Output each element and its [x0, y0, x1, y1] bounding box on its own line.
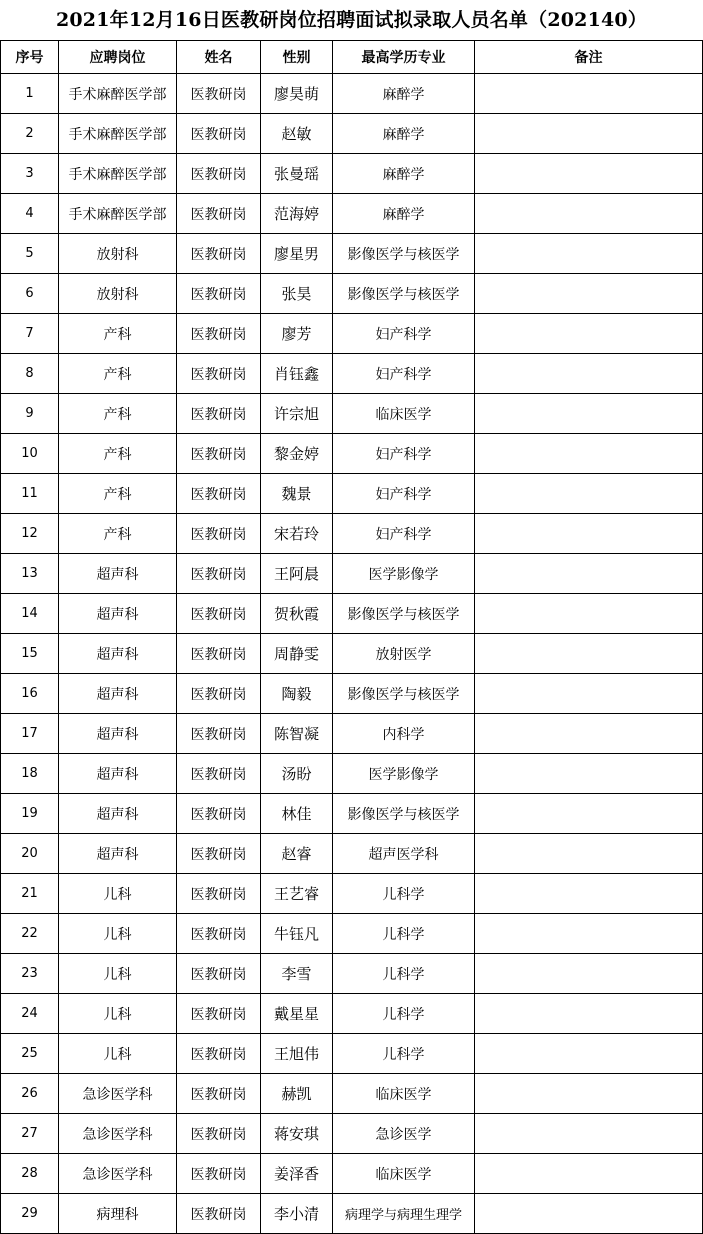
cell-department: 产科 — [59, 474, 177, 514]
cell-post: 医教研岗 — [177, 714, 261, 754]
cell-name: 赫凯 — [261, 1074, 333, 1114]
cell-department: 超声科 — [59, 794, 177, 834]
cell-post: 医教研岗 — [177, 874, 261, 914]
cell-post: 医教研岗 — [177, 1074, 261, 1114]
table-row — [1, 1114, 703, 1154]
cell-remark — [475, 994, 703, 1034]
cell-department: 超声科 — [59, 834, 177, 874]
header-name: 性别 — [261, 41, 333, 74]
cell-major: 影像医学与核医学 — [333, 234, 475, 274]
cell-post: 医教研岗 — [177, 754, 261, 794]
cell-major: 内科学 — [333, 714, 475, 754]
cell-post: 医教研岗 — [177, 794, 261, 834]
header-remark: 备注 — [475, 41, 703, 74]
cell-major: 临床医学 — [333, 1154, 475, 1194]
cell-major: 妇产科学 — [333, 474, 475, 514]
cell-index: 27 — [1, 1114, 59, 1154]
cell-name: 肖钰鑫 — [261, 354, 333, 394]
cell-index: 12 — [1, 514, 59, 554]
cell-remark — [475, 1034, 703, 1074]
cell-post: 医教研岗 — [177, 514, 261, 554]
cell-major: 临床医学 — [333, 1074, 475, 1114]
cell-post: 医教研岗 — [177, 394, 261, 434]
cell-index: 14 — [1, 594, 59, 634]
cell-major: 麻醉学 — [333, 114, 475, 154]
table-header — [1, 41, 703, 74]
cell-department: 超声科 — [59, 714, 177, 754]
cell-remark — [475, 1194, 703, 1234]
table-row — [1, 354, 703, 394]
cell-department: 急诊医学科 — [59, 1154, 177, 1194]
cell-name: 张昊 — [261, 274, 333, 314]
table-row — [1, 1074, 703, 1114]
candidates-table — [0, 40, 703, 1234]
table-row — [1, 1194, 703, 1234]
cell-index: 20 — [1, 834, 59, 874]
cell-department: 放射科 — [59, 234, 177, 274]
cell-department: 儿科 — [59, 1034, 177, 1074]
cell-department: 儿科 — [59, 954, 177, 994]
table-row — [1, 874, 703, 914]
cell-index: 10 — [1, 434, 59, 474]
cell-index: 4 — [1, 194, 59, 234]
cell-name: 李雪 — [261, 954, 333, 994]
table-row — [1, 234, 703, 274]
cell-remark — [475, 674, 703, 714]
cell-name: 李小清 — [261, 1194, 333, 1234]
cell-department: 病理科 — [59, 1194, 177, 1234]
cell-remark — [475, 594, 703, 634]
cell-post: 医教研岗 — [177, 1114, 261, 1154]
cell-major: 麻醉学 — [333, 74, 475, 114]
cell-major: 妇产科学 — [333, 434, 475, 474]
cell-major: 儿科学 — [333, 914, 475, 954]
cell-remark — [475, 74, 703, 114]
cell-remark — [475, 714, 703, 754]
cell-post: 医教研岗 — [177, 914, 261, 954]
cell-name: 王艺睿 — [261, 874, 333, 914]
cell-index: 23 — [1, 954, 59, 994]
cell-major: 医学影像学 — [333, 754, 475, 794]
cell-remark — [475, 874, 703, 914]
cell-major: 儿科学 — [333, 954, 475, 994]
table-row — [1, 954, 703, 994]
cell-name: 林佳 — [261, 794, 333, 834]
header-row — [1, 41, 703, 74]
table-row — [1, 554, 703, 594]
table-row — [1, 514, 703, 554]
cell-name: 廖昊萌 — [261, 74, 333, 114]
cell-post: 医教研岗 — [177, 234, 261, 274]
cell-post: 医教研岗 — [177, 634, 261, 674]
cell-post: 医教研岗 — [177, 954, 261, 994]
cell-post: 医教研岗 — [177, 154, 261, 194]
table-row — [1, 754, 703, 794]
cell-department: 产科 — [59, 394, 177, 434]
cell-major: 病理学与病理生理学 — [333, 1194, 475, 1234]
table-row — [1, 434, 703, 474]
cell-name: 姜泽香 — [261, 1154, 333, 1194]
cell-remark — [475, 274, 703, 314]
header-department: 应聘岗位 — [59, 41, 177, 74]
cell-post: 医教研岗 — [177, 114, 261, 154]
cell-department: 放射科 — [59, 274, 177, 314]
cell-department: 儿科 — [59, 874, 177, 914]
cell-index: 13 — [1, 554, 59, 594]
cell-index: 11 — [1, 474, 59, 514]
cell-name: 贺秋霞 — [261, 594, 333, 634]
cell-major: 麻醉学 — [333, 154, 475, 194]
table-row — [1, 274, 703, 314]
table-row — [1, 1154, 703, 1194]
cell-major: 医学影像学 — [333, 554, 475, 594]
cell-index: 9 — [1, 394, 59, 434]
cell-remark — [475, 434, 703, 474]
cell-index: 21 — [1, 874, 59, 914]
cell-remark — [475, 514, 703, 554]
cell-department: 手术麻醉医学部 — [59, 74, 177, 114]
cell-index: 19 — [1, 794, 59, 834]
cell-name: 汤盼 — [261, 754, 333, 794]
cell-name: 廖星男 — [261, 234, 333, 274]
cell-post: 医教研岗 — [177, 274, 261, 314]
table-row — [1, 74, 703, 114]
header-index: 序号 — [1, 41, 59, 74]
table-row — [1, 794, 703, 834]
cell-name: 戴星星 — [261, 994, 333, 1034]
table-row — [1, 834, 703, 874]
cell-department: 急诊医学科 — [59, 1114, 177, 1154]
cell-name: 陈智凝 — [261, 714, 333, 754]
page-title: 2021年12月16日医教研岗位招聘面试拟录取人员名单（202140） — [55, 9, 648, 31]
cell-major: 麻醉学 — [333, 194, 475, 234]
cell-remark — [475, 1074, 703, 1114]
table-row — [1, 714, 703, 754]
cell-remark — [475, 234, 703, 274]
cell-name: 黎金婷 — [261, 434, 333, 474]
cell-major: 急诊医学 — [333, 1114, 475, 1154]
cell-remark — [475, 634, 703, 674]
table-row — [1, 994, 703, 1034]
cell-department: 超声科 — [59, 674, 177, 714]
cell-remark — [475, 1154, 703, 1194]
cell-department: 超声科 — [59, 594, 177, 634]
cell-post: 医教研岗 — [177, 354, 261, 394]
cell-post: 医教研岗 — [177, 594, 261, 634]
cell-index: 15 — [1, 634, 59, 674]
table-row — [1, 674, 703, 714]
cell-post: 医教研岗 — [177, 554, 261, 594]
cell-remark — [475, 834, 703, 874]
cell-index: 24 — [1, 994, 59, 1034]
cell-major: 妇产科学 — [333, 314, 475, 354]
cell-remark — [475, 754, 703, 794]
cell-name: 宋若玲 — [261, 514, 333, 554]
header-post: 姓名 — [177, 41, 261, 74]
cell-department: 儿科 — [59, 994, 177, 1034]
cell-index: 1 — [1, 74, 59, 114]
cell-department: 超声科 — [59, 634, 177, 674]
cell-name: 赵睿 — [261, 834, 333, 874]
cell-name: 王旭伟 — [261, 1034, 333, 1074]
cell-remark — [475, 114, 703, 154]
cell-index: 7 — [1, 314, 59, 354]
cell-major: 妇产科学 — [333, 514, 475, 554]
cell-name: 王阿晨 — [261, 554, 333, 594]
cell-major: 儿科学 — [333, 874, 475, 914]
table-row — [1, 1034, 703, 1074]
cell-name: 张曼瑶 — [261, 154, 333, 194]
table-body — [1, 74, 703, 1234]
table-row — [1, 194, 703, 234]
cell-index: 3 — [1, 154, 59, 194]
cell-department: 产科 — [59, 354, 177, 394]
cell-major: 临床医学 — [333, 394, 475, 434]
header-major: 最高学历专业 — [333, 41, 475, 74]
cell-major: 影像医学与核医学 — [333, 674, 475, 714]
cell-post: 医教研岗 — [177, 834, 261, 874]
cell-post: 医教研岗 — [177, 1034, 261, 1074]
cell-name: 蒋安琪 — [261, 1114, 333, 1154]
cell-major: 影像医学与核医学 — [333, 594, 475, 634]
table-row — [1, 314, 703, 354]
cell-name: 廖芳 — [261, 314, 333, 354]
cell-remark — [475, 394, 703, 434]
cell-department: 超声科 — [59, 554, 177, 594]
cell-index: 28 — [1, 1154, 59, 1194]
cell-name: 魏景 — [261, 474, 333, 514]
cell-post: 医教研岗 — [177, 74, 261, 114]
cell-department: 超声科 — [59, 754, 177, 794]
cell-index: 29 — [1, 1194, 59, 1234]
cell-remark — [475, 354, 703, 394]
table-row — [1, 914, 703, 954]
cell-index: 16 — [1, 674, 59, 714]
cell-remark — [475, 554, 703, 594]
cell-major: 儿科学 — [333, 994, 475, 1034]
cell-department: 产科 — [59, 314, 177, 354]
cell-name: 许宗旭 — [261, 394, 333, 434]
cell-index: 25 — [1, 1034, 59, 1074]
cell-index: 2 — [1, 114, 59, 154]
cell-name: 周静雯 — [261, 634, 333, 674]
cell-post: 医教研岗 — [177, 434, 261, 474]
cell-major: 放射医学 — [333, 634, 475, 674]
cell-name: 范海婷 — [261, 194, 333, 234]
cell-major: 影像医学与核医学 — [333, 794, 475, 834]
cell-index: 26 — [1, 1074, 59, 1114]
cell-department: 儿科 — [59, 914, 177, 954]
cell-major: 儿科学 — [333, 1034, 475, 1074]
cell-major: 影像医学与核医学 — [333, 274, 475, 314]
table-row — [1, 394, 703, 434]
cell-remark — [475, 474, 703, 514]
cell-department: 手术麻醉医学部 — [59, 154, 177, 194]
cell-index: 22 — [1, 914, 59, 954]
cell-index: 5 — [1, 234, 59, 274]
cell-remark — [475, 794, 703, 834]
cell-index: 8 — [1, 354, 59, 394]
cell-remark — [475, 1114, 703, 1154]
table-row — [1, 154, 703, 194]
cell-remark — [475, 954, 703, 994]
table-row — [1, 474, 703, 514]
table-row — [1, 634, 703, 674]
cell-department: 手术麻醉医学部 — [59, 194, 177, 234]
cell-index: 6 — [1, 274, 59, 314]
cell-department: 手术麻醉医学部 — [59, 114, 177, 154]
cell-post: 医教研岗 — [177, 194, 261, 234]
table-row — [1, 114, 703, 154]
cell-remark — [475, 914, 703, 954]
cell-major: 妇产科学 — [333, 354, 475, 394]
table-row — [1, 594, 703, 634]
cell-post: 医教研岗 — [177, 1154, 261, 1194]
cell-department: 急诊医学科 — [59, 1074, 177, 1114]
cell-remark — [475, 154, 703, 194]
cell-name: 陶毅 — [261, 674, 333, 714]
cell-name: 牛钰凡 — [261, 914, 333, 954]
cell-post: 医教研岗 — [177, 1194, 261, 1234]
cell-name: 赵敏 — [261, 114, 333, 154]
cell-remark — [475, 314, 703, 354]
cell-post: 医教研岗 — [177, 674, 261, 714]
cell-department: 产科 — [59, 434, 177, 474]
cell-major: 超声医学科 — [333, 834, 475, 874]
cell-index: 17 — [1, 714, 59, 754]
cell-department: 产科 — [59, 514, 177, 554]
cell-post: 医教研岗 — [177, 314, 261, 354]
cell-remark — [475, 194, 703, 234]
cell-post: 医教研岗 — [177, 474, 261, 514]
cell-post: 医教研岗 — [177, 994, 261, 1034]
cell-index: 18 — [1, 754, 59, 794]
